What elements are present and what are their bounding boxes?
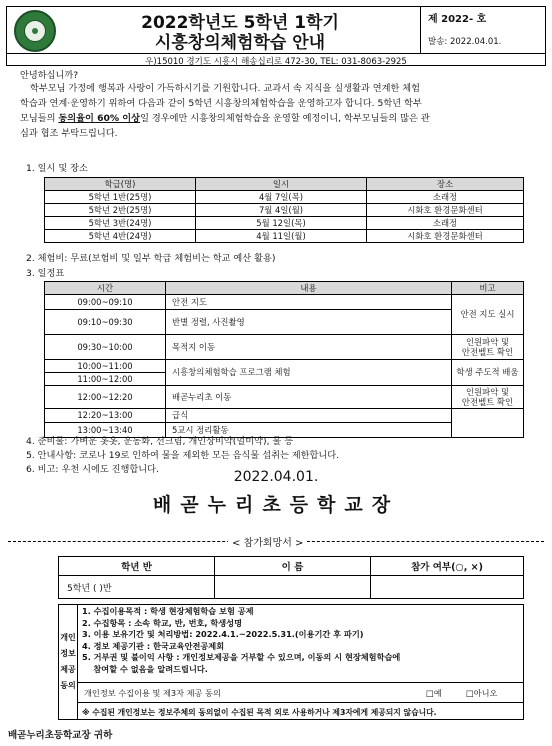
reply-table [58, 556, 524, 599]
remark-note: 6. 비고: 우천 시에도 진행합니다. [26, 464, 159, 475]
table-header-row [45, 282, 524, 295]
section1-heading: 1. 일시 및 장소 [26, 163, 88, 174]
schedule-table [44, 177, 524, 243]
timetable [44, 281, 524, 438]
column-header: 참가 여부(○, ×) [371, 557, 524, 576]
grade-class-field[interactable]: 5학년 ( )반 [59, 576, 215, 599]
document-number: 제 2022- 호 [428, 14, 487, 25]
table-row: 5학년 2반(25명) 7월 4일(월) 시화호 환경문화센터 [45, 204, 524, 217]
table-row: 09:30~10:00 목적지 이동 인원파악 및 안전벨트 확인 [45, 334, 524, 359]
consent-rate-emphasis: 동의율이 60% 이상 [58, 113, 141, 124]
privacy-warning: ※ 수집된 개인정보는 정보주체의 동의없이 수집된 목적 외로 사용하거나 제3자에게 제공되지 않습니다. [82, 708, 437, 717]
info-note: 5. 안내사항: 코로나 19로 인하여 물을 제외한 모든 음식물 섭취는 제한합니다. [26, 450, 340, 461]
column-header: 이 름 [215, 557, 371, 576]
table-header-row [59, 557, 524, 576]
principal-name: 배곧누리초등학교장 [152, 494, 400, 516]
column-header: 일시 [196, 178, 367, 191]
consent-question: 개인정보 수집이용 및 제3자 제공 동의 [84, 688, 221, 698]
intro-line1: 학부모님 가정에 행복과 사랑이 가득하시기를 기원합니다. 교과서 속 지식을 실생활과 연계한 체험 [30, 83, 421, 94]
column-header: 비고 [452, 282, 524, 295]
consent-yes-checkbox[interactable]: □예 [426, 688, 442, 698]
consent-item: 3. 이용 보유기간 및 처리방법: 2022.4.1.~2022.5.31.(이용기간 후 파기) [82, 629, 364, 639]
intro-line3: 모님들의 동의율이 60% 이상일 경우에만 시흥창의체험학습을 운영할 예정이니, 학부모님들의 많은 관 [20, 113, 430, 124]
column-header: 학급(명) [45, 178, 196, 191]
school-address: 우)15010 경기도 시흥시 해송십리로 472-30, TEL: 031-8063-2925 [145, 57, 407, 67]
signature-date: 2022.04.01. [233, 469, 319, 485]
consent-divider [78, 702, 524, 703]
section3-heading: 3. 일정표 [26, 268, 65, 279]
consent-item: 2. 수집항목 : 소속 학교, 반, 번호, 학생성명 [82, 617, 243, 628]
column-header: 장소 [367, 178, 524, 191]
intro-line4: 심과 협조 부탁드립니다. [20, 128, 118, 139]
intro-line2: 학습과 연계·운영하기 위하여 다음과 같이 5학년 시흥창의체험학습을 운영하고자 합니다. 5학년 학부 [20, 98, 422, 109]
consent-label: 개인정보제공동의 [60, 633, 76, 690]
consent-item: 1. 수집이용목적 : 학생 현장체험학습 보험 공제 [82, 606, 254, 616]
title-line1: 2022학년도 5학년 1학기 [141, 13, 339, 33]
table-row: 10:00~11:00 시흥창의체험학습 프로그램 체험 학생 주도적 배움 [45, 359, 524, 372]
header-divider-horizontal [6, 53, 546, 54]
title-line2: 시흥창의체험학습 안내 [154, 33, 326, 53]
consent-no-checkbox[interactable]: □아니오 [466, 688, 498, 698]
consent-item: 4. 정보 제공기관 : 한국교육안전공제회 [82, 640, 225, 651]
section2-text: 2. 체험비: 무료(보험비 및 일부 학급 체험비는 학교 예산 활용) [26, 253, 276, 264]
supplies-note: 4. 준비물: 가벼운 옷옷, 운동화, 선크림, 개인상비약(멀미약), 물 등 [26, 436, 294, 447]
table-row: 09:10~09:30 반별 정렬, 사진촬영 [45, 309, 524, 334]
table-row: 12:00~12:20 배곧누리초 이동 인원파악 및 안전벨트 확인 [45, 385, 524, 408]
column-header: 학년 반 [59, 557, 215, 576]
table-header-row [45, 178, 524, 191]
consent-divider [78, 682, 524, 683]
participation-field[interactable] [371, 576, 524, 599]
school-logo-icon [14, 10, 56, 52]
table-row: 13:00~13:40 5교시 정리활동 [45, 423, 524, 438]
column-header: 내용 [166, 282, 452, 295]
header-divider-vertical [420, 6, 421, 54]
table-row: 11:00~12:00 [45, 372, 524, 385]
table-row: 09:00~09:10 안전 지도 안전 지도 실시 [45, 295, 524, 310]
column-header: 시간 [45, 282, 166, 295]
table-row: 5학년 3반(24명) 5월 12일(목) 소래정 [45, 217, 524, 230]
footer-recipient: 배곧누리초등학교장 귀하 [8, 730, 113, 741]
reply-title: < 참가회망서 > [228, 534, 307, 549]
table-row: 5학년 4반(24명) 4월 11일(월) 시화호 환경문화센터 [45, 230, 524, 243]
issue-date: 발송: 2022.04.01. [428, 37, 502, 47]
table-row: 12:20~13:00 급식 [45, 408, 524, 423]
greeting: 안녕하십니까? [20, 70, 79, 81]
consent-items [82, 606, 522, 675]
consent-item: 참여할 수 없음을 알려드립니다. [82, 663, 208, 674]
student-name-field[interactable] [215, 576, 371, 599]
table-row: 5학년 1반(25명) 4월 7일(목) 소래정 [45, 191, 524, 204]
table-row [59, 576, 524, 599]
consent-item: 5. 거부권 및 불이익 사항 : 개인정보제공을 거부할 수 있으며, 이동의 시 현장체험학습에 [82, 652, 401, 662]
